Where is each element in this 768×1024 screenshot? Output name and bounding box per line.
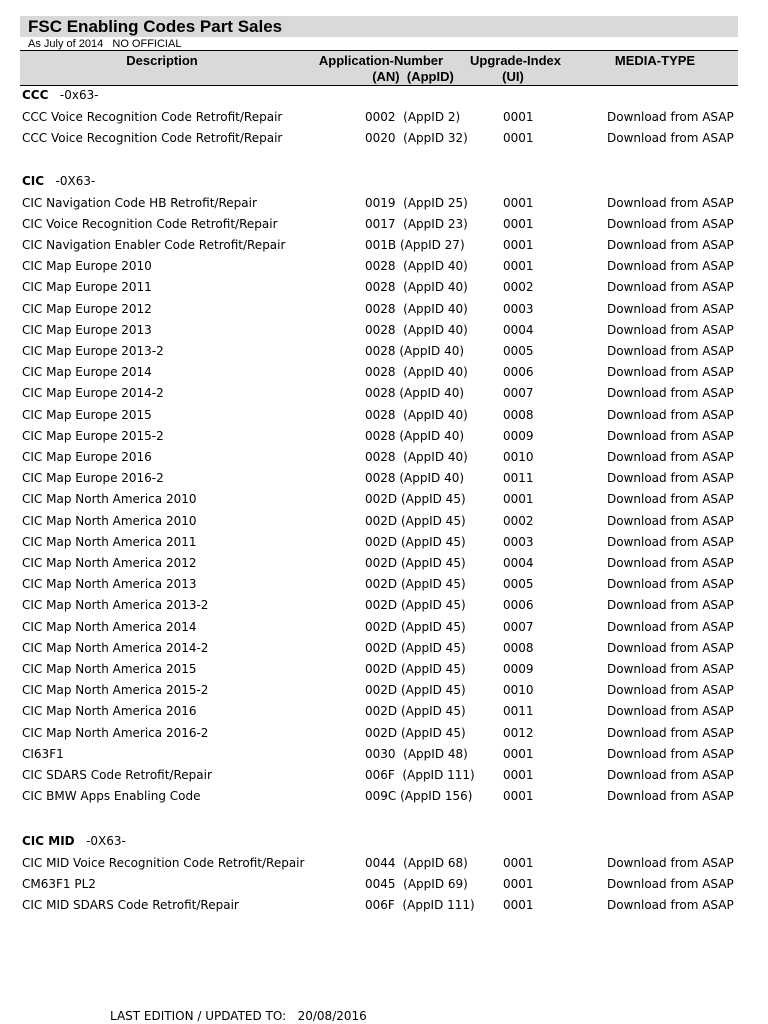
row-upgrade-index: 0010 bbox=[503, 683, 534, 698]
row-description: CCC Voice Recognition Code Retrofit/Repair bbox=[22, 130, 283, 145]
document-subtitle: As July of 2014 NO OFFICIAL bbox=[28, 38, 182, 50]
row-media-type: Download from ASAP bbox=[607, 704, 734, 719]
row-application-number: 002D (AppID 45) bbox=[365, 661, 466, 676]
row-description: CIC Map Europe 2015-2 bbox=[22, 428, 164, 443]
row-media-type: Download from ASAP bbox=[607, 661, 734, 676]
row-upgrade-index: 0008 bbox=[503, 407, 534, 422]
row-application-number: 002D (AppID 45) bbox=[365, 683, 466, 698]
row-description: CIC Map North America 2015-2 bbox=[22, 683, 209, 698]
row-media-type: Download from ASAP bbox=[607, 280, 734, 295]
section-code: -0X63- bbox=[55, 174, 96, 188]
row-application-number: 0028 (AppID 40) bbox=[365, 449, 468, 464]
row-media-type: Download from ASAP bbox=[607, 216, 734, 231]
row-application-number: 002D (AppID 45) bbox=[365, 534, 466, 549]
row-application-number: 0028 (AppID 40) bbox=[365, 343, 465, 358]
row-media-type: Download from ASAP bbox=[607, 301, 734, 316]
row-description: CIC Map Europe 2016 bbox=[22, 449, 152, 464]
section-code: -0x63- bbox=[59, 88, 99, 102]
row-media-type: Download from ASAP bbox=[607, 237, 734, 252]
row-description: CIC Navigation Code HB Retrofit/Repair bbox=[22, 195, 257, 210]
row-upgrade-index: 0008 bbox=[503, 640, 534, 655]
row-application-number: 0044 (AppID 68) bbox=[365, 855, 468, 870]
row-description: CIC Map North America 2010 bbox=[22, 513, 197, 528]
row-application-number: 0002 (AppID 2) bbox=[365, 109, 461, 124]
row-upgrade-index: 0001 bbox=[503, 259, 534, 274]
row-application-number: 0028 (AppID 40) bbox=[365, 301, 468, 316]
row-description: CIC Map Europe 2011 bbox=[22, 280, 152, 295]
row-media-type: Download from ASAP bbox=[607, 386, 734, 401]
row-description: CIC Map Europe 2014 bbox=[22, 365, 152, 380]
row-description: CIC Map Europe 2015 bbox=[22, 407, 152, 422]
row-description: CIC Map Europe 2014-2 bbox=[22, 386, 164, 401]
row-application-number: 002D (AppID 45) bbox=[365, 555, 466, 570]
row-upgrade-index: 0001 bbox=[503, 767, 534, 782]
row-description: CIC Map Europe 2012 bbox=[22, 301, 152, 316]
row-upgrade-index: 0007 bbox=[503, 619, 534, 634]
row-description: CIC BMW Apps Enabling Code bbox=[22, 789, 201, 804]
row-application-number: 006F (AppID 111) bbox=[365, 767, 475, 782]
row-upgrade-index: 0001 bbox=[503, 746, 534, 761]
row-application-number: 0028 (AppID 40) bbox=[365, 322, 468, 337]
row-media-type: Download from ASAP bbox=[607, 365, 734, 380]
row-description: CIC Map North America 2014-2 bbox=[22, 640, 209, 655]
header-application-number-sub: (AN) (AppID) bbox=[372, 69, 454, 84]
row-upgrade-index: 0001 bbox=[503, 130, 534, 145]
row-upgrade-index: 0001 bbox=[503, 789, 534, 804]
row-application-number: 0028 (AppID 40) bbox=[365, 365, 468, 380]
row-upgrade-index: 0005 bbox=[503, 577, 534, 592]
row-upgrade-index: 0001 bbox=[503, 855, 534, 870]
row-media-type: Download from ASAP bbox=[607, 598, 734, 613]
row-upgrade-index: 0006 bbox=[503, 598, 534, 613]
header-description: Description bbox=[126, 53, 198, 68]
row-upgrade-index: 0012 bbox=[503, 725, 534, 740]
header-upgrade-index-sub: (UI) bbox=[502, 69, 524, 84]
row-application-number: 006F (AppID 111) bbox=[365, 897, 475, 912]
row-description: CIC Map North America 2012 bbox=[22, 555, 197, 570]
row-application-number: 002D (AppID 45) bbox=[365, 640, 466, 655]
row-upgrade-index: 0011 bbox=[503, 471, 534, 486]
row-application-number: 0028 (AppID 40) bbox=[365, 280, 468, 295]
row-media-type: Download from ASAP bbox=[607, 130, 734, 145]
row-description: CIC Map North America 2016 bbox=[22, 704, 197, 719]
row-media-type: Download from ASAP bbox=[607, 876, 734, 891]
row-description: CIC Map Europe 2013-2 bbox=[22, 343, 164, 358]
row-description: CIC Map North America 2013 bbox=[22, 577, 197, 592]
row-upgrade-index: 0010 bbox=[503, 449, 534, 464]
section-name: CIC bbox=[22, 174, 45, 188]
row-media-type: Download from ASAP bbox=[607, 897, 734, 912]
row-description: CIC Map North America 2016-2 bbox=[22, 725, 209, 740]
header-media-type: MEDIA-TYPE bbox=[614, 53, 696, 68]
row-media-type: Download from ASAP bbox=[607, 259, 734, 274]
row-description: CIC Map North America 2014 bbox=[22, 619, 197, 634]
document-title: FSC Enabling Codes Part Sales bbox=[28, 17, 283, 36]
row-upgrade-index: 0002 bbox=[503, 513, 534, 528]
row-application-number: 002D (AppID 45) bbox=[365, 725, 466, 740]
row-application-number: 009C (AppID 156) bbox=[365, 789, 473, 804]
row-upgrade-index: 0001 bbox=[503, 195, 534, 210]
row-description: CIC Map North America 2010 bbox=[22, 492, 197, 507]
row-application-number: 0017 (AppID 23) bbox=[365, 216, 468, 231]
row-upgrade-index: 0001 bbox=[503, 897, 534, 912]
footer-date: 20/08/2016 bbox=[297, 1009, 367, 1023]
row-application-number: 0020 (AppID 32) bbox=[365, 130, 468, 145]
section-heading bbox=[22, 88, 99, 102]
row-media-type: Download from ASAP bbox=[607, 534, 734, 549]
row-media-type: Download from ASAP bbox=[607, 195, 734, 210]
row-upgrade-index: 0011 bbox=[503, 704, 534, 719]
row-description: CIC Map North America 2015 bbox=[22, 661, 197, 676]
row-media-type: Download from ASAP bbox=[607, 640, 734, 655]
row-media-type: Download from ASAP bbox=[607, 343, 734, 358]
row-media-type: Download from ASAP bbox=[607, 449, 734, 464]
row-media-type: Download from ASAP bbox=[607, 725, 734, 740]
row-description: CIC Navigation Enabler Code Retrofit/Repair bbox=[22, 237, 286, 252]
row-application-number: 0028 (AppID 40) bbox=[365, 428, 465, 443]
row-upgrade-index: 0006 bbox=[503, 365, 534, 380]
row-description: CIC Map North America 2013-2 bbox=[22, 598, 209, 613]
section-heading bbox=[22, 834, 126, 848]
row-description: CIC MID SDARS Code Retrofit/Repair bbox=[22, 897, 239, 912]
row-media-type: Download from ASAP bbox=[607, 767, 734, 782]
footer-label: LAST EDITION / UPDATED TO: bbox=[110, 1009, 287, 1023]
row-upgrade-index: 0003 bbox=[503, 534, 534, 549]
row-application-number: 0028 (AppID 40) bbox=[365, 407, 468, 422]
row-application-number: 002D (AppID 45) bbox=[365, 598, 466, 613]
row-description: CIC Map Europe 2016-2 bbox=[22, 471, 164, 486]
row-description: CM63F1 PL2 bbox=[22, 876, 96, 891]
row-media-type: Download from ASAP bbox=[607, 683, 734, 698]
row-upgrade-index: 0001 bbox=[503, 492, 534, 507]
row-description: CIC Map Europe 2010 bbox=[22, 259, 152, 274]
row-application-number: 001B (AppID 27) bbox=[365, 237, 465, 252]
row-application-number: 002D (AppID 45) bbox=[365, 492, 466, 507]
row-media-type: Download from ASAP bbox=[607, 492, 734, 507]
row-description: CIC Map Europe 2013 bbox=[22, 322, 152, 337]
section-name: CCC bbox=[22, 88, 49, 102]
row-application-number: 0019 (AppID 25) bbox=[365, 195, 468, 210]
header-upgrade-index: Upgrade-Index bbox=[469, 53, 561, 68]
row-upgrade-index: 0001 bbox=[503, 876, 534, 891]
row-application-number: 002D (AppID 45) bbox=[365, 577, 466, 592]
row-media-type: Download from ASAP bbox=[607, 619, 734, 634]
row-upgrade-index: 0001 bbox=[503, 237, 534, 252]
row-media-type: Download from ASAP bbox=[607, 322, 734, 337]
row-upgrade-index: 0009 bbox=[503, 661, 534, 676]
footer bbox=[110, 1009, 367, 1023]
row-application-number: 002D (AppID 45) bbox=[365, 704, 466, 719]
row-application-number: 0028 (AppID 40) bbox=[365, 386, 465, 401]
row-upgrade-index: 0001 bbox=[503, 216, 534, 231]
row-media-type: Download from ASAP bbox=[607, 555, 734, 570]
row-upgrade-index: 0004 bbox=[503, 555, 534, 570]
row-application-number: 0045 (AppID 69) bbox=[365, 876, 468, 891]
row-upgrade-index: 0004 bbox=[503, 322, 534, 337]
row-description: CIC MID Voice Recognition Code Retrofit/Repair bbox=[22, 855, 305, 870]
section-code: -0X63- bbox=[86, 834, 126, 848]
row-upgrade-index: 0005 bbox=[503, 343, 534, 358]
row-upgrade-index: 0009 bbox=[503, 428, 534, 443]
row-media-type: Download from ASAP bbox=[607, 746, 734, 761]
row-upgrade-index: 0003 bbox=[503, 301, 534, 316]
row-description: CCC Voice Recognition Code Retrofit/Repair bbox=[22, 109, 283, 124]
row-upgrade-index: 0001 bbox=[503, 109, 534, 124]
row-upgrade-index: 0002 bbox=[503, 280, 534, 295]
row-application-number: 0028 (AppID 40) bbox=[365, 471, 465, 486]
section-name: CIC MID bbox=[22, 834, 75, 848]
row-application-number: 0028 (AppID 40) bbox=[365, 259, 468, 274]
row-description: CIC Voice Recognition Code Retrofit/Repair bbox=[22, 216, 278, 231]
row-application-number: 0030 (AppID 48) bbox=[365, 746, 468, 761]
row-media-type: Download from ASAP bbox=[607, 471, 734, 486]
row-media-type: Download from ASAP bbox=[607, 109, 734, 124]
row-description: CIC SDARS Code Retrofit/Repair bbox=[22, 767, 212, 782]
row-media-type: Download from ASAP bbox=[607, 855, 734, 870]
section-heading bbox=[22, 174, 95, 188]
row-description: CIC Map North America 2011 bbox=[22, 534, 197, 549]
row-media-type: Download from ASAP bbox=[607, 513, 734, 528]
row-media-type: Download from ASAP bbox=[607, 789, 734, 804]
row-media-type: Download from ASAP bbox=[607, 407, 734, 422]
row-media-type: Download from ASAP bbox=[607, 577, 734, 592]
row-application-number: 002D (AppID 45) bbox=[365, 619, 466, 634]
row-upgrade-index: 0007 bbox=[503, 386, 534, 401]
row-application-number: 002D (AppID 45) bbox=[365, 513, 466, 528]
row-media-type: Download from ASAP bbox=[607, 428, 734, 443]
row-description: CI63F1 bbox=[22, 746, 64, 761]
header-application-number: Application-Number bbox=[318, 53, 444, 68]
